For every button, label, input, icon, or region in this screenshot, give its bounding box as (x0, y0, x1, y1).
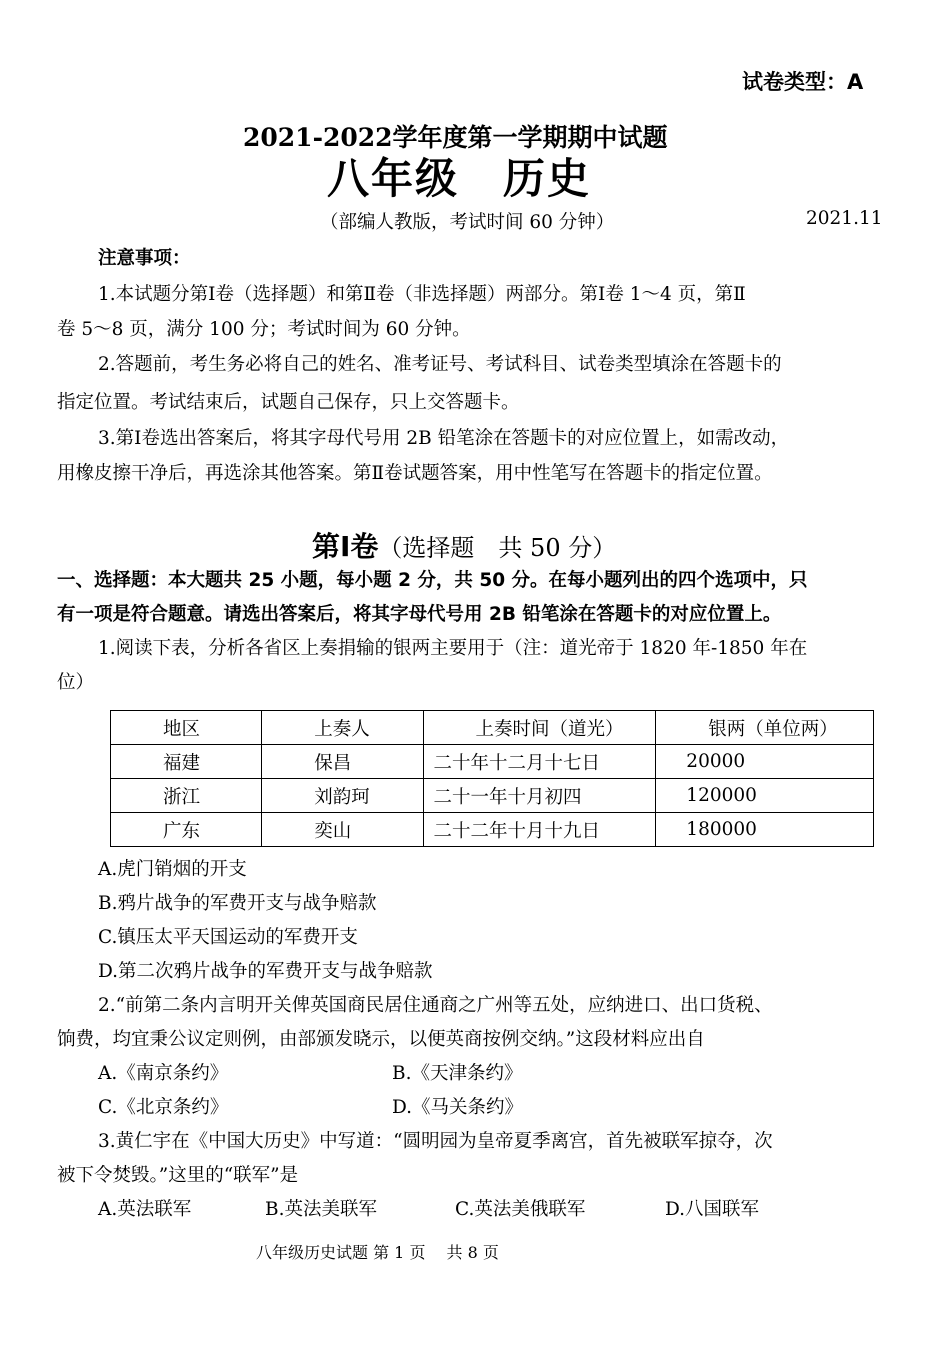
table-cell: 二十二年十月十九日 (423, 813, 656, 847)
table-row (111, 745, 874, 779)
subject-title: 八年级 历史 (327, 154, 592, 203)
q3-option-d: D.八国联军 (665, 1199, 760, 1220)
q1-option-d: D.第二次鸦片战争的军费开支与战争赔款 (98, 961, 433, 982)
notice-heading: 注意事项： (98, 248, 191, 269)
table-row (111, 779, 874, 813)
table-cell: 浙江 (111, 779, 262, 813)
q2-option-c: C.《北京条约》 (98, 1097, 229, 1118)
section-1-title-bold: 第Ⅰ卷 (312, 530, 379, 563)
table-cell: 刘韵珂 (262, 779, 423, 813)
q2-stem-line-1: 2.“前第二条内言明开关俾英国商民居住通商之广州等五处，应纳进口、出口货税、 (98, 995, 773, 1016)
section-1-title (312, 525, 616, 565)
section-1-instruction-line-2: 有一项是符合题意。请选出答案后，将其字母代号用 2B 铅笔涂在答题卡的对应位置上。 (57, 604, 782, 625)
q1-option-a: A.虎门销烟的开支 (98, 859, 247, 880)
q3-option-c: C.英法美俄联军 (455, 1199, 586, 1220)
q1-table (110, 710, 874, 847)
q1-stem-line-1: 1.阅读下表，分析各省区上奏捐输的银两主要用于（注：道光帝于 1820 年-1850 年在 (98, 638, 808, 659)
table-cell: 保昌 (262, 745, 423, 779)
q2-option-a: A.《南京条约》 (98, 1063, 229, 1084)
table-header-cell: 银两（单位两） (656, 711, 874, 745)
section-1-instruction-line-1: 一、选择题：本大题共 25 小题，每小题 2 分，共 50 分。在每小题列出的四个选项中，只 (57, 570, 808, 591)
table-row (111, 813, 874, 847)
notice-item-3-line-2: 用橡皮擦干净后，再选涂其他答案。第Ⅱ卷试题答案，用中性笔写在答题卡的指定位置。 (57, 463, 773, 484)
q3-option-a: A.英法联军 (98, 1199, 192, 1220)
page-footer: 八年级历史试题 第 1 页 共 8 页 (256, 1243, 499, 1262)
q1-option-b: B.鸦片战争的军费开支与战争赔款 (98, 893, 377, 914)
q3-option-b: B.英法美联军 (265, 1199, 377, 1220)
table-cell: 二十一年十月初四 (423, 779, 656, 813)
notice-item-1-line-2: 卷 5～8 页，满分 100 分；考试时间为 60 分钟。 (57, 319, 471, 340)
table-cell: 奕山 (262, 813, 423, 847)
notice-item-1-line-1: 1.本试题分第Ⅰ卷（选择题）和第Ⅱ卷（非选择题）两部分。第Ⅰ卷 1～4 页，第Ⅱ (98, 284, 746, 305)
table-header-row (111, 711, 874, 745)
section-1-title-rest: （选择题 共 50 分） (378, 534, 617, 562)
notice-item-2-line-1: 2.答题前，考生务必将自己的姓名、准考证号、考试科目、试卷类型填涂在答题卡的 (98, 354, 782, 375)
edition-note: （部编人教版，考试时间 60 分钟） (320, 212, 615, 233)
table-header-cell: 地区 (111, 711, 262, 745)
table-cell: 二十年十二月十七日 (423, 745, 656, 779)
table-header-cell: 上奏时间（道光） (423, 711, 656, 745)
table-cell: 福建 (111, 745, 262, 779)
q3-stem-line-2: 被下令焚毁。”这里的“联军”是 (57, 1165, 299, 1186)
exam-date: 2021.11 (806, 208, 883, 229)
paper-type-label: 试卷类型：A (742, 70, 864, 94)
table-cell: 180000 (656, 813, 874, 847)
notice-item-3-line-1: 3.第Ⅰ卷选出答案后，将其字母代号用 2B 铅笔涂在答题卡的对应位置上，如需改动， (98, 428, 790, 449)
exam-title: 2021-2022学年度第一学期期中试题 (243, 123, 668, 152)
q3-stem-line-1: 3.黄仁宇在《中国大历史》中写道：“圆明园为皇帝夏季离宫，首先被联军掠夺，次 (98, 1131, 773, 1152)
table-cell: 20000 (656, 745, 874, 779)
q1-stem-line-2: 位） (57, 672, 95, 693)
q2-option-b: B.《天津条约》 (392, 1063, 523, 1084)
table-cell: 120000 (656, 779, 874, 813)
table-header-cell: 上奏人 (262, 711, 423, 745)
notice-item-2-line-2: 指定位置。考试结束后，试题自己保存，只上交答题卡。 (57, 392, 520, 413)
table-cell: 广东 (111, 813, 262, 847)
q2-option-d: D.《马关条约》 (392, 1097, 524, 1118)
q1-option-c: C.镇压太平天国运动的军费开支 (98, 927, 358, 948)
q2-stem-line-2: 饷费，均宜秉公议定则例，由部颁发晓示，以便英商按例交纳。”这段材料应出自 (57, 1029, 705, 1050)
